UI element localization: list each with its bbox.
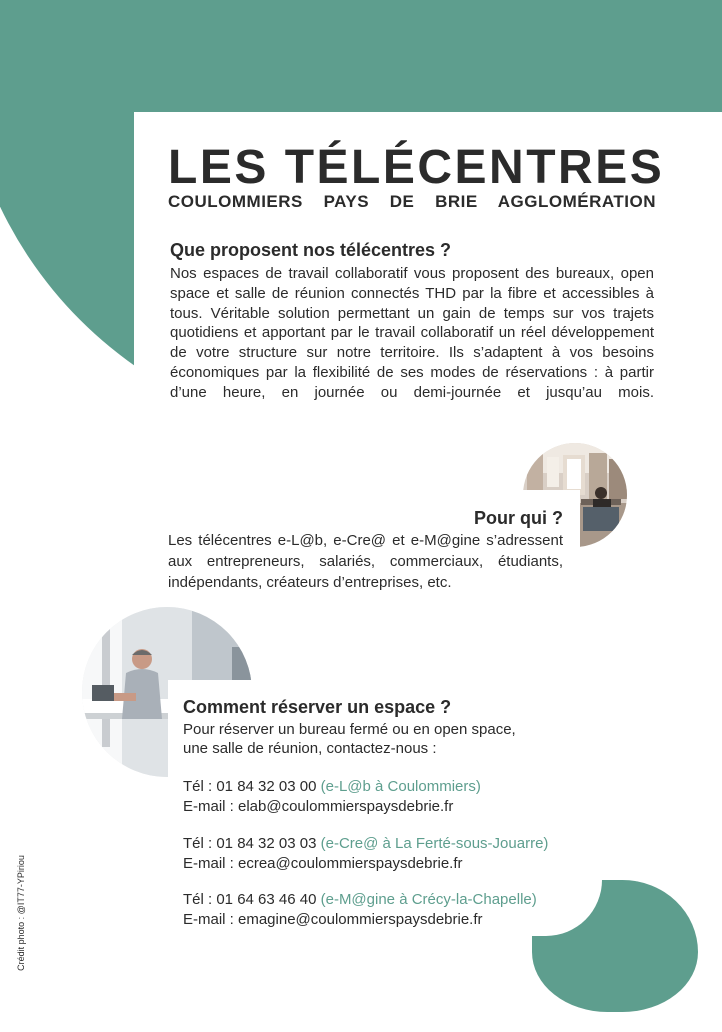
contact-site: (e-L@b à Coulommiers) bbox=[320, 778, 481, 795]
contact-phone[interactable]: Tél : 01 84 32 03 00 bbox=[183, 778, 317, 795]
section-heading-audience: Pour qui ? bbox=[474, 508, 563, 528]
contact-site: (e-Cre@ à La Ferté-sous-Jouarre) bbox=[320, 835, 549, 852]
contact-block-elab bbox=[183, 777, 603, 817]
section-body-booking bbox=[183, 720, 583, 758]
contact-phone[interactable]: Tél : 01 64 63 46 40 bbox=[183, 891, 317, 908]
contact-email[interactable]: E-mail : emagine@coulommierspaysdebrie.fr bbox=[183, 911, 483, 928]
contact-block-ecrea bbox=[183, 834, 603, 874]
section-heading-offer: Que proposent nos télécentres ? bbox=[170, 240, 452, 260]
page-title: LES TÉLÉCENTRES bbox=[168, 141, 665, 194]
photo-credit: Crédit photo : @IT77-YPiriou bbox=[16, 855, 26, 971]
contact-email[interactable]: E-mail : ecrea@coulommierspaysdebrie.fr bbox=[183, 855, 463, 872]
section-heading-booking: Comment réserver un espace ? bbox=[183, 697, 452, 717]
page-subtitle: COULOMMIERS PAYS DE BRIE AGGLOMÉRATION bbox=[168, 192, 656, 211]
booking-intro-line: Pour réserver un bureau fermé ou en open space, bbox=[183, 721, 516, 738]
contact-phone[interactable]: Tél : 01 84 32 03 03 bbox=[183, 835, 317, 852]
booking-intro-line: une salle de réunion, contactez-nous : bbox=[183, 740, 437, 757]
section-body-offer: Nos espaces de travail collaboratif vous proposent des bureaux, open space et salle de réunion connectés THD par la fibre et accessibles à tous. Véritable solution permettant un gain de temps sur vos trajets quotidiens et apportant par le travail collaboratif un réel développement de votre structure sur notre territoire. Ils s’adaptent à vos besoins économiques par la flexibilité de ses modes de réservations : à partir d’une heure, en journée ou demi-journée et jusqu’au mois. bbox=[170, 265, 654, 401]
contact-email[interactable]: E-mail : elab@coulommierspaysdebrie.fr bbox=[183, 798, 454, 815]
contact-site: (e-M@gine à Crécy-la-Chapelle) bbox=[320, 891, 537, 908]
contact-block-emagine bbox=[183, 890, 603, 930]
section-body-audience: Les télécentres e-L@b, e-Cre@ et e-M@gine s’adressent aux entrepreneurs, salariés, commerciaux, étudiants, indépendants, créateurs d’entreprises, etc. bbox=[168, 532, 563, 591]
